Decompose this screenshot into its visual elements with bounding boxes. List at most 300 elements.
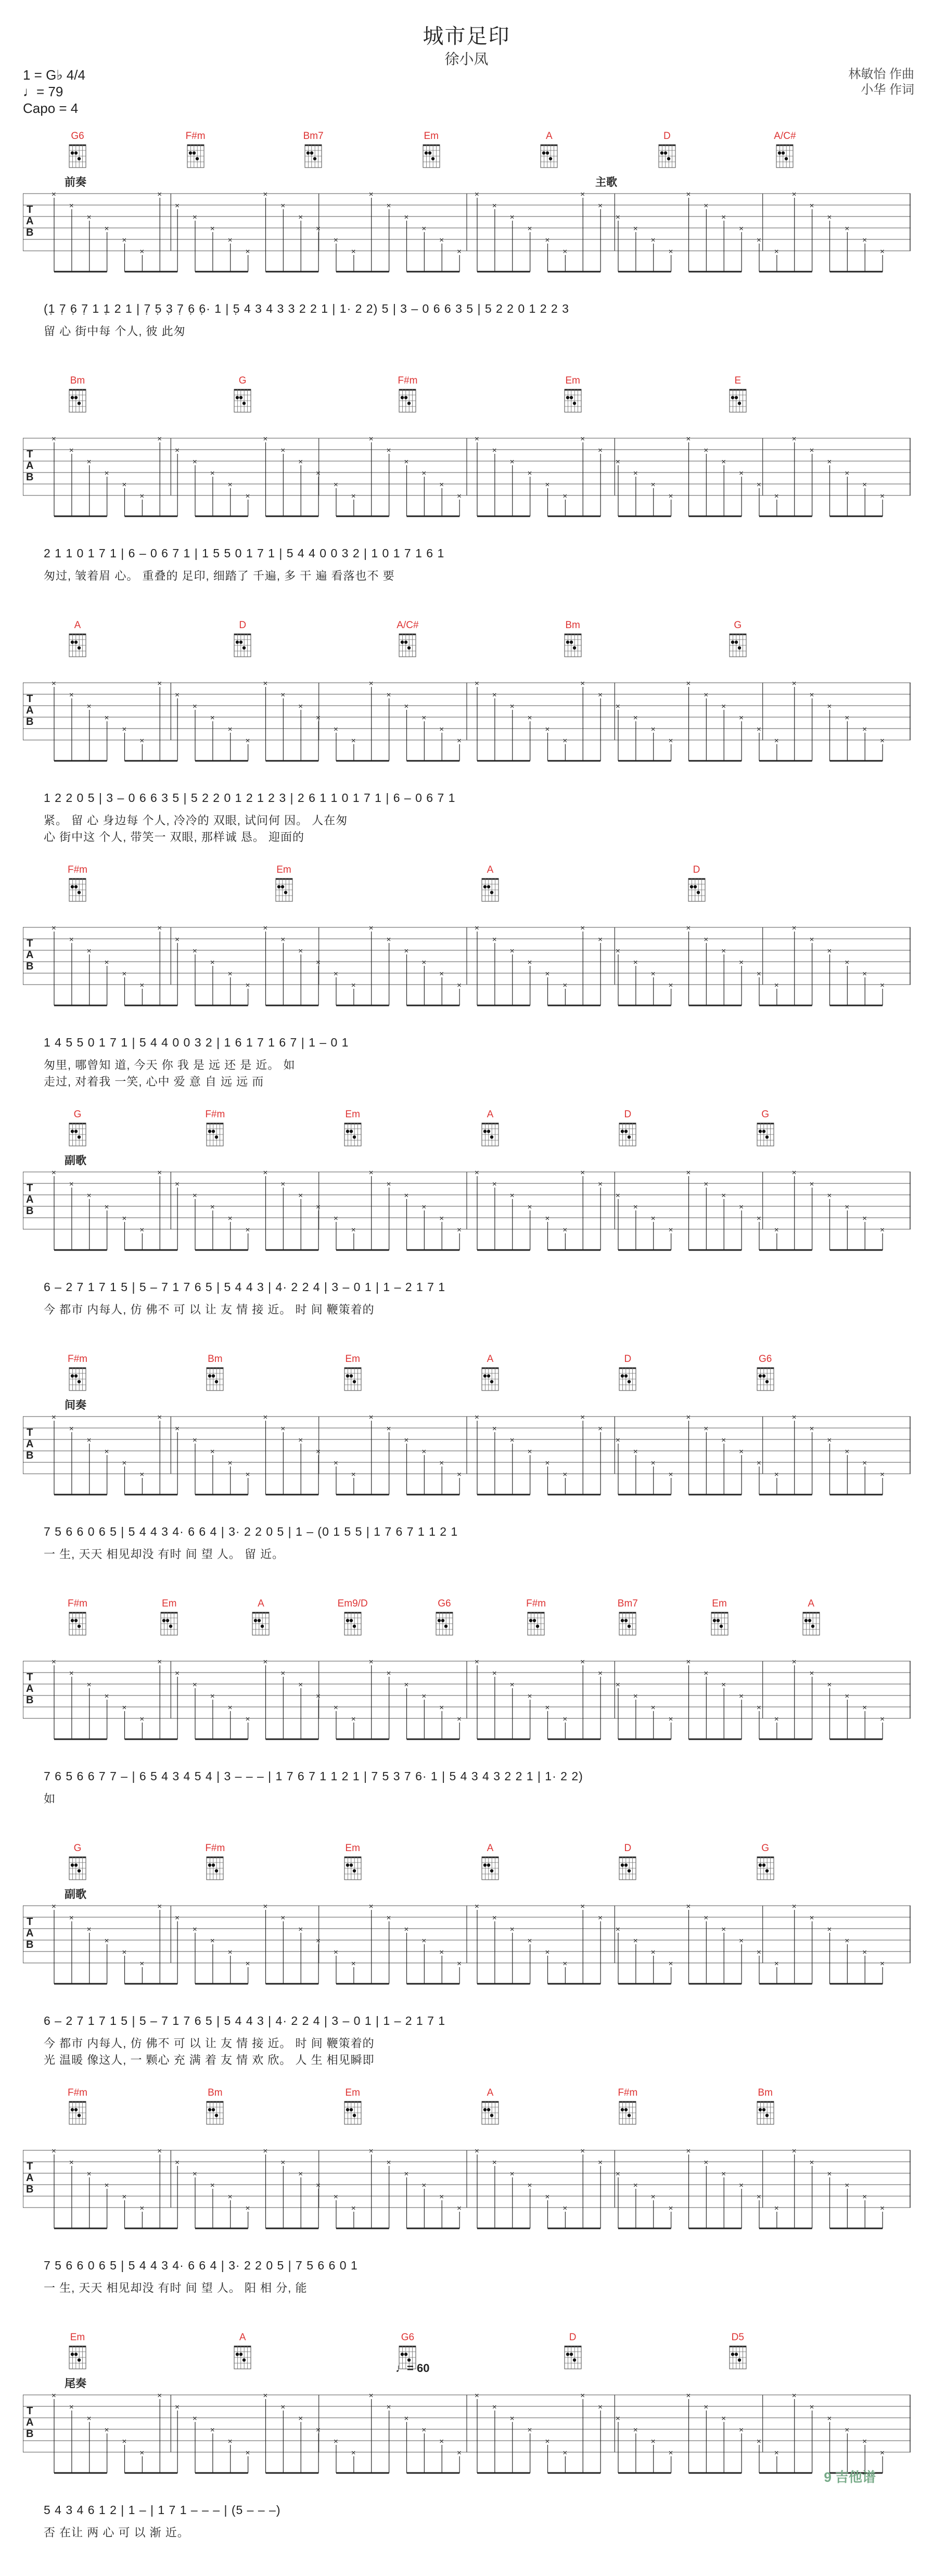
chord-diagram (617, 1855, 638, 1883)
chord-name: F#m (68, 1598, 87, 1609)
svg-text:×: × (122, 1948, 127, 1957)
svg-text:×: × (193, 213, 197, 222)
svg-text:×: × (157, 1168, 162, 1177)
svg-text:×: × (545, 236, 550, 245)
chord-5 (747, 1842, 784, 1885)
svg-text:×: × (421, 1692, 427, 1701)
chord-0 (59, 375, 96, 418)
svg-text:×: × (704, 201, 709, 210)
svg-text:×: × (52, 1413, 56, 1422)
svg-text:×: × (598, 2403, 603, 2412)
svg-text:×: × (668, 1470, 673, 1479)
svg-text:×: × (492, 2158, 497, 2167)
svg-text:×: × (650, 2437, 656, 2446)
chord-name: Em (345, 2087, 360, 2098)
chord-name: A (487, 1354, 494, 1364)
svg-text:×: × (721, 702, 726, 711)
svg-text:×: × (774, 736, 779, 745)
svg-text:×: × (104, 958, 109, 967)
chord-name: G (73, 1109, 82, 1120)
svg-text:×: × (86, 2170, 92, 2178)
chord-diagram (480, 876, 501, 904)
tab-staff (23, 678, 911, 782)
svg-text:×: × (104, 713, 109, 722)
svg-text:×: × (227, 236, 233, 245)
svg-text:×: × (69, 691, 74, 699)
chord-diagram (342, 1610, 363, 1638)
svg-text:×: × (509, 2170, 515, 2178)
svg-text:×: × (193, 2170, 197, 2178)
svg-text:×: × (421, 1447, 427, 1456)
lyricist-credit: 小华 作词 (861, 83, 914, 97)
svg-text:×: × (316, 1447, 321, 1456)
svg-text:×: × (650, 1214, 656, 1223)
svg-text:×: × (457, 1715, 462, 1724)
site-logo: 9 吉他谱 (824, 2469, 876, 2485)
svg-text:×: × (774, 1715, 779, 1724)
svg-text:×: × (721, 1436, 726, 1445)
chord-diagram (205, 1366, 225, 1394)
svg-text:×: × (334, 725, 338, 734)
svg-text:×: × (598, 935, 603, 944)
staff-system (0, 130, 933, 375)
chord-name: A (239, 2332, 246, 2343)
svg-text:×: × (757, 2192, 761, 2201)
chord-name: D (663, 131, 671, 142)
chord-diagram (421, 143, 442, 171)
svg-text:×: × (774, 2204, 779, 2213)
chord-1 (197, 1842, 233, 1885)
svg-text:×: × (650, 236, 656, 245)
chord-diagram (67, 632, 88, 660)
svg-text:×: × (298, 1925, 303, 1934)
section-label: 副歌 (65, 1155, 86, 1167)
chord-diagram (67, 876, 88, 904)
svg-text:×: × (880, 1959, 885, 1968)
svg-text:×: × (52, 924, 56, 933)
chord-1 (197, 2087, 233, 2130)
chord-5 (747, 2087, 784, 2130)
chord-diagram (67, 2344, 88, 2372)
svg-text:×: × (827, 1680, 832, 1689)
chord-1 (224, 375, 261, 418)
chord-diagram (159, 1610, 180, 1638)
svg-text:×: × (862, 1948, 867, 1957)
svg-text:×: × (263, 435, 268, 443)
svg-text:×: × (280, 2403, 286, 2412)
svg-text:×: × (668, 492, 673, 501)
svg-text:×: × (245, 1715, 250, 1724)
svg-text:×: × (492, 1914, 497, 1922)
svg-text:×: × (280, 1669, 286, 1678)
tempo-marking: ♩= 79 (23, 84, 63, 99)
chord-name: A (487, 1109, 494, 1120)
chord-diagram (205, 2099, 225, 2127)
svg-text:×: × (598, 446, 603, 455)
chord-2 (335, 2087, 371, 2130)
lyric-line: 今 都市 内每人, 仿 佛不 可 以 让 友 情 接 近。 时 间 鞭策着的 (44, 1303, 375, 1316)
chord-diagram (709, 1610, 730, 1638)
svg-text:×: × (686, 1413, 691, 1422)
svg-text:×: × (193, 2414, 197, 2423)
svg-text:×: × (351, 1470, 356, 1479)
svg-text:×: × (862, 725, 867, 734)
svg-text:×: × (616, 2414, 620, 2423)
svg-text:×: × (351, 2204, 356, 2213)
svg-text:×: × (809, 1180, 814, 1189)
svg-text:×: × (721, 1925, 726, 1934)
svg-text:×: × (580, 2147, 585, 2156)
chord-5 (747, 1353, 784, 1396)
svg-text:×: × (739, 224, 744, 233)
chord-diagram (727, 632, 748, 660)
svg-text:×: × (827, 702, 832, 711)
chord-name: Bm (565, 620, 580, 631)
chord-3 (679, 864, 715, 907)
svg-text:×: × (351, 1959, 356, 1968)
chord-diagram (67, 1610, 88, 1638)
svg-text:×: × (757, 1214, 761, 1223)
svg-text:×: × (545, 1703, 550, 1712)
svg-text:×: × (193, 1925, 197, 1934)
lyric-line: 匆过, 皱着眉 心。 重叠的 足印, 细踏了 千遍, 多 干 遍 看落也不 要 (44, 569, 395, 582)
svg-text:×: × (139, 2449, 145, 2457)
svg-text:×: × (827, 2414, 832, 2423)
svg-text:×: × (704, 2403, 709, 2412)
svg-text:×: × (368, 924, 374, 933)
svg-text:×: × (774, 1226, 779, 1234)
svg-text:×: × (227, 480, 233, 489)
song-artist: 徐小凤 (444, 51, 489, 67)
chord-name: Em (345, 1354, 360, 1364)
svg-text:×: × (122, 1703, 127, 1712)
chord-name: Em (565, 375, 580, 386)
svg-text:×: × (739, 2181, 744, 2190)
lyric-line: 今 都市 内每人, 仿 佛不 可 以 让 友 情 接 近。 时 间 鞭策着的 (44, 2037, 375, 2050)
chord-2 (389, 375, 426, 418)
svg-text:×: × (580, 1657, 585, 1666)
svg-text:×: × (334, 1703, 338, 1712)
chord-name: Bm7 (617, 1598, 638, 1609)
chord-4 (609, 2087, 646, 2130)
svg-text:×: × (650, 1459, 656, 1468)
chord-0 (59, 1598, 96, 1641)
jianpu-line: 6 – 2 7 1 7 1 5 | 5 – 7 1 7 6 5 | 5 4 4 3 | 4· 2 2 4 | 3 – 0 1 | 1 – 2 1 7 1 (44, 1280, 446, 1294)
chord-3 (472, 1842, 508, 1885)
svg-text:×: × (298, 213, 303, 222)
svg-text:×: × (686, 190, 691, 199)
svg-text:×: × (809, 691, 814, 699)
chord-1 (151, 1598, 187, 1641)
svg-text:×: × (421, 958, 427, 967)
svg-text:×: × (86, 2414, 92, 2423)
svg-text:×: × (69, 935, 74, 944)
svg-text:×: × (633, 713, 638, 722)
tab-staff (23, 1167, 911, 1271)
svg-text:×: × (527, 713, 532, 722)
svg-text:×: × (139, 981, 145, 990)
chord-name: F#m (68, 1354, 87, 1364)
chord-diagram (617, 1366, 638, 1394)
svg-text:×: × (316, 1692, 321, 1701)
chord-2 (335, 1108, 371, 1152)
svg-text:×: × (686, 2147, 691, 2156)
lyric-line: 如 (44, 1792, 56, 1805)
svg-text:×: × (739, 2426, 744, 2434)
svg-text:×: × (439, 480, 444, 489)
svg-text:×: × (139, 736, 145, 745)
jianpu-line: 1 4 5 5 0 1 7 1 | 5 4 4 0 0 3 2 | 1 6 1 7 1 6 7 | 1 – 0 1 (44, 1036, 349, 1049)
svg-text:×: × (404, 1191, 409, 1200)
svg-text:×: × (739, 469, 744, 478)
chord-3 (472, 1353, 508, 1396)
svg-text:×: × (175, 1180, 180, 1189)
svg-text:×: × (668, 981, 673, 990)
score-meta (23, 67, 85, 117)
svg-text:×: × (210, 1203, 215, 1212)
svg-text:×: × (827, 2170, 832, 2178)
lyric-line: 否 在让 两 心 可 以 渐 近。 (44, 2526, 189, 2539)
svg-text:×: × (633, 2181, 638, 2190)
svg-text:×: × (122, 236, 127, 245)
svg-text:×: × (52, 1168, 56, 1177)
svg-text:×: × (704, 2158, 709, 2167)
chord-5 (649, 130, 685, 173)
svg-text:×: × (368, 1168, 374, 1177)
chord-name: G (73, 1843, 82, 1854)
svg-text:×: × (791, 1168, 797, 1177)
svg-text:×: × (86, 457, 92, 466)
svg-text:×: × (263, 1413, 268, 1422)
svg-text:×: × (704, 1669, 709, 1678)
svg-text:×: × (351, 247, 356, 256)
chord-diagram (526, 1610, 546, 1638)
svg-text:×: × (157, 1657, 162, 1666)
svg-text:×: × (457, 492, 462, 501)
svg-text:×: × (845, 2426, 850, 2434)
chord-diagram (250, 1610, 271, 1638)
svg-text:×: × (457, 2449, 462, 2457)
chord-name: F#m (618, 2087, 638, 2098)
svg-text:×: × (527, 958, 532, 967)
svg-text:×: × (809, 1914, 814, 1922)
svg-text:×: × (563, 981, 568, 990)
svg-text:×: × (368, 1902, 374, 1911)
svg-text:×: × (616, 947, 620, 955)
svg-text:×: × (791, 2391, 797, 2400)
tempo-change: ♩= 60 (395, 2362, 430, 2375)
svg-text:×: × (757, 1703, 761, 1712)
chord-name: D (569, 2332, 577, 2343)
svg-text:×: × (845, 2181, 850, 2190)
svg-text:×: × (175, 446, 180, 455)
chord-4 (609, 1108, 646, 1152)
svg-text:×: × (492, 691, 497, 699)
svg-text:×: × (122, 480, 127, 489)
svg-text:×: × (827, 1191, 832, 1200)
chord-name: G (238, 375, 247, 386)
svg-text:×: × (757, 236, 761, 245)
chord-diagram (397, 632, 418, 660)
chord-diagram (232, 2344, 253, 2372)
tab-staff (23, 433, 911, 537)
svg-text:×: × (227, 1703, 233, 1712)
svg-text:×: × (580, 924, 585, 933)
svg-text:×: × (263, 1902, 268, 1911)
svg-text:×: × (739, 958, 744, 967)
svg-text:×: × (351, 1715, 356, 1724)
svg-text:×: × (616, 702, 620, 711)
svg-text:×: × (351, 981, 356, 990)
chord-diagram (397, 387, 418, 415)
svg-text:×: × (386, 1914, 391, 1922)
section-label: 主歌 (595, 176, 617, 188)
svg-text:×: × (827, 457, 832, 466)
svg-text:×: × (210, 1692, 215, 1701)
svg-text:×: × (616, 213, 620, 222)
lyric-line: 紧。 留 心 身边每 个人, 冷冷的 双眼, 试问何 因。 人在匆 (44, 814, 348, 827)
chord-name: A/C# (397, 620, 419, 631)
svg-text:×: × (704, 446, 709, 455)
svg-text:×: × (686, 1902, 691, 1911)
svg-text:×: × (139, 492, 145, 501)
svg-text:×: × (545, 970, 550, 978)
chord-name: Bm (208, 1354, 223, 1364)
chord-0 (59, 1108, 96, 1152)
chord-diagram (434, 1610, 455, 1638)
svg-text:×: × (563, 1959, 568, 1968)
svg-text:×: × (245, 247, 250, 256)
chord-name: A/C# (774, 131, 796, 142)
svg-text:×: × (404, 1680, 409, 1689)
svg-text:×: × (791, 1413, 797, 1422)
svg-text:×: × (492, 2403, 497, 2412)
svg-text:×: × (86, 1925, 92, 1934)
svg-text:×: × (104, 1692, 109, 1701)
tab-clef: T A B (26, 938, 34, 972)
svg-text:×: × (827, 213, 832, 222)
jianpu-line: 1 2 2 0 5 | 3 – 0 6 6 3 5 | 5 2 2 0 1 2 1 2 3 | 2 6 1 1 0 1 7 1 | 6 – 0 6 7 1 (44, 791, 456, 805)
svg-text:×: × (175, 2403, 180, 2412)
svg-text:×: × (757, 1459, 761, 1468)
chord-name: G6 (71, 131, 84, 142)
svg-text:×: × (368, 1413, 374, 1422)
svg-text:×: × (157, 2391, 162, 2400)
svg-text:×: × (616, 1436, 620, 1445)
svg-text:×: × (633, 224, 638, 233)
svg-text:×: × (686, 679, 691, 688)
svg-text:×: × (721, 1191, 726, 1200)
chord-2 (335, 1842, 371, 1885)
svg-text:×: × (404, 2170, 409, 2178)
svg-text:×: × (104, 469, 109, 478)
chord-diagram (774, 143, 795, 171)
svg-text:×: × (263, 1168, 268, 1177)
svg-text:×: × (280, 691, 286, 699)
chord-diagram (563, 387, 583, 415)
jianpu-line: 7 6 5 6 6 7 7 – | 6 5 4 3 4 5 4 | 3 – – – | 1 7 6 7 1 1 2 1 | 7 5 3 7 6· 1 | 5 4 3 4 3 2 2 1 | 1· 2 2) (44, 1769, 583, 1783)
svg-text:×: × (227, 970, 233, 978)
svg-text:×: × (404, 2414, 409, 2423)
svg-text:×: × (509, 947, 515, 955)
svg-text:×: × (791, 679, 797, 688)
chord-name: D (624, 1109, 632, 1120)
chord-name: F#m (526, 1598, 546, 1609)
svg-text:×: × (210, 958, 215, 967)
svg-text:×: × (439, 1214, 444, 1223)
svg-text:×: × (86, 702, 92, 711)
svg-text:×: × (263, 679, 268, 688)
svg-text:×: × (439, 970, 444, 978)
svg-text:×: × (527, 2426, 532, 2434)
chord-name: G6 (401, 2332, 415, 2343)
svg-text:×: × (69, 1669, 74, 1678)
svg-text:×: × (633, 1692, 638, 1701)
svg-text:×: × (316, 1203, 321, 1212)
svg-text:×: × (563, 1226, 568, 1234)
svg-text:×: × (421, 224, 427, 233)
svg-text:×: × (104, 1447, 109, 1456)
svg-text:×: × (704, 935, 709, 944)
chord-1 (224, 2331, 261, 2375)
section-label: 间奏 (65, 1399, 86, 1411)
tab-staff (23, 1901, 911, 2005)
svg-text:×: × (739, 1447, 744, 1456)
svg-text:×: × (791, 190, 797, 199)
svg-text:×: × (880, 247, 885, 256)
chord-diagram (185, 143, 206, 171)
chord-name: Em (424, 131, 439, 142)
chord-diagram (67, 143, 88, 171)
svg-text:×: × (545, 1459, 550, 1468)
svg-text:×: × (210, 1447, 215, 1456)
svg-text:×: × (616, 1680, 620, 1689)
svg-text:×: × (492, 446, 497, 455)
tab-clef: T A B (26, 449, 34, 483)
chord-1 (197, 1108, 233, 1152)
svg-text:×: × (650, 970, 656, 978)
svg-text:×: × (845, 1447, 850, 1456)
svg-text:×: × (668, 2204, 673, 2213)
svg-text:×: × (563, 1715, 568, 1724)
svg-text:×: × (721, 1680, 726, 1689)
svg-text:×: × (721, 2414, 726, 2423)
svg-text:×: × (563, 736, 568, 745)
svg-text:×: × (175, 2158, 180, 2167)
chord-4 (426, 1598, 463, 1641)
chord-5 (518, 1598, 554, 1641)
svg-text:×: × (545, 480, 550, 489)
svg-text:×: × (122, 2192, 127, 2201)
svg-text:×: × (298, 1191, 303, 1200)
svg-text:×: × (475, 190, 479, 199)
svg-text:×: × (475, 2147, 479, 2156)
chord-4 (720, 619, 756, 662)
svg-text:×: × (227, 2192, 233, 2201)
chord-diagram (205, 1855, 225, 1883)
song-title: 城市足印 (423, 25, 510, 48)
svg-text:×: × (280, 446, 286, 455)
svg-text:×: × (386, 2403, 391, 2412)
svg-text:×: × (791, 1902, 797, 1911)
chord-2 (335, 1353, 371, 1396)
svg-text:×: × (791, 1657, 797, 1666)
svg-text:×: × (739, 1203, 744, 1212)
chord-4 (609, 1842, 646, 1885)
svg-text:×: × (616, 457, 620, 466)
chord-2 (472, 864, 508, 907)
svg-text:×: × (598, 201, 603, 210)
